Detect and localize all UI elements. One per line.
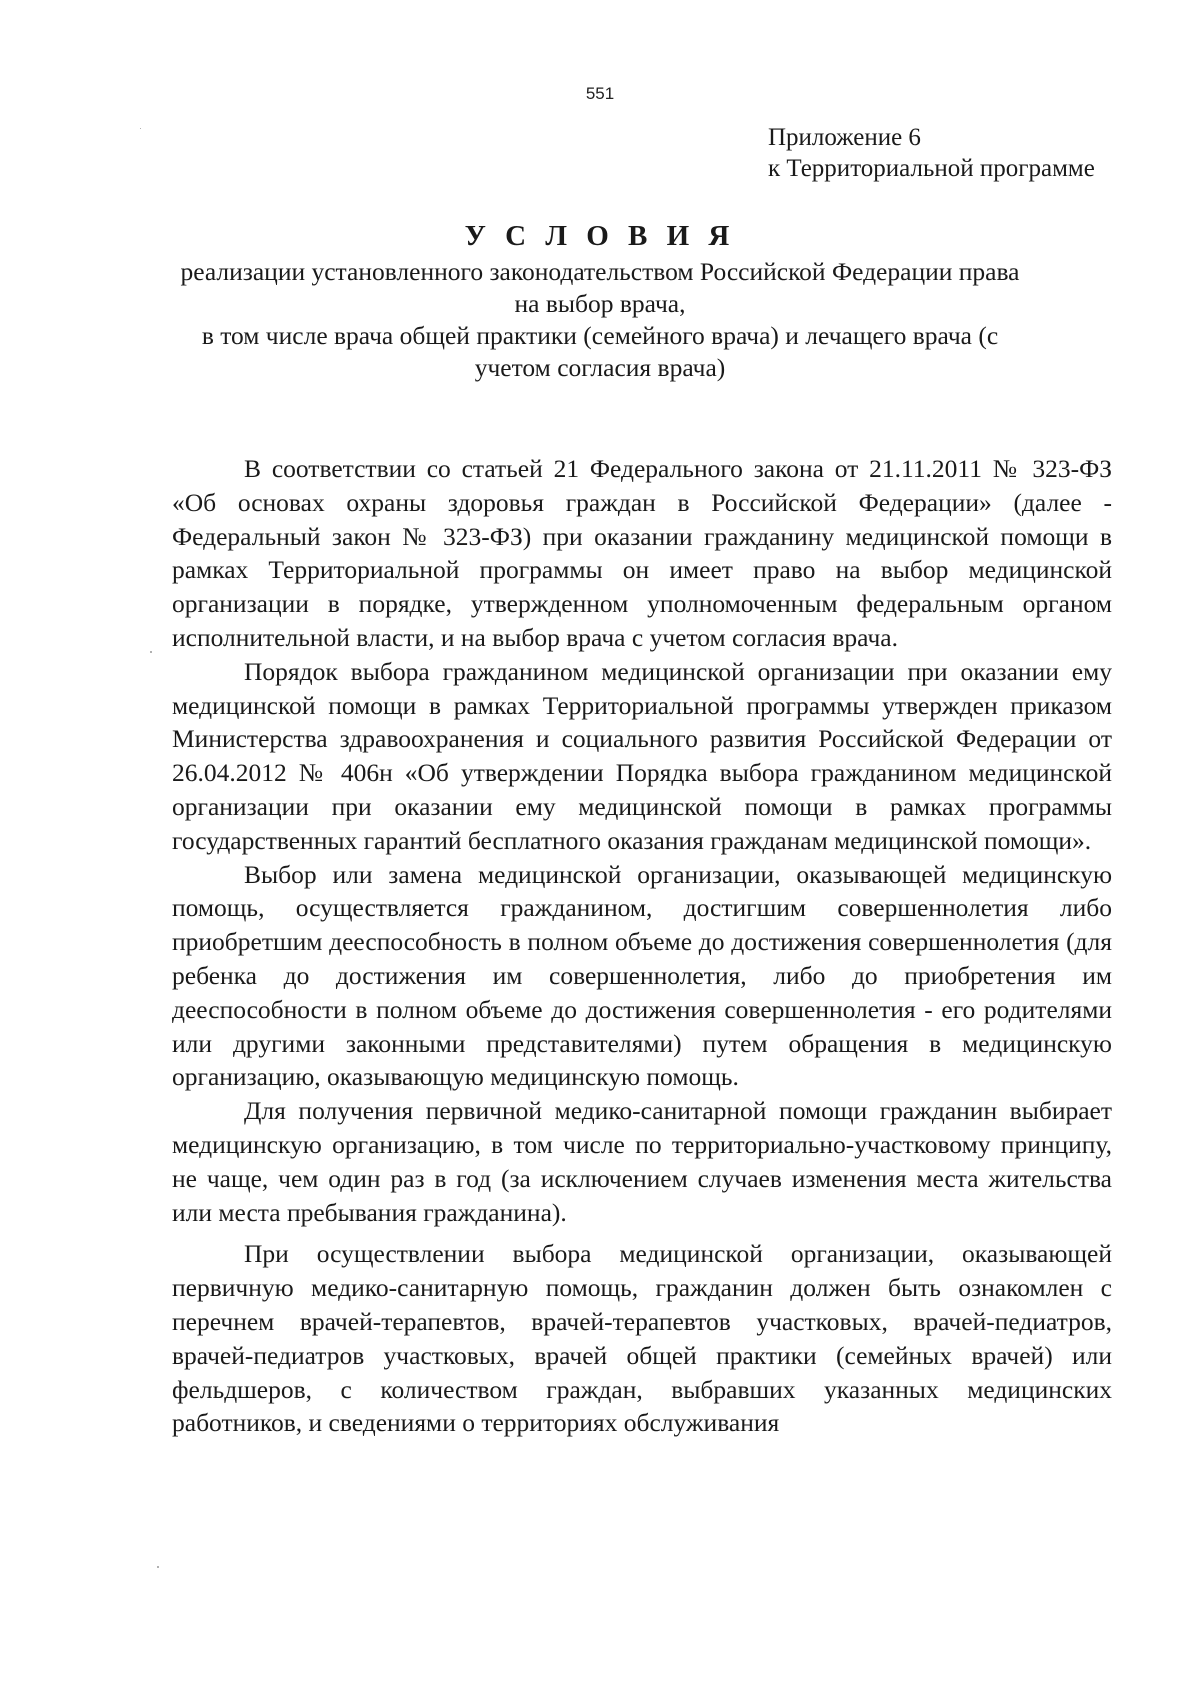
paragraph-5: При осуществлении выбора медицинской организации, оказывающей первичную медико-санитарную помощь, гражданин должен быть ознакомлен с перечнем врачей-терапевтов, врачей-терапевтов участковых, врачей-педиатров, врачей-педиатров участковых, врачей общей практики (семейных врачей) или фельдшеров, с количеством граждан, выбравших указанных медицинских работников, и сведениями о территориях обслуживания: [172, 1239, 1112, 1438]
paragraph-4: Для получения первичной медико-санитарной помощи гражданин выбирает медицинскую организацию, в том числе по территориально-участковому принципу, не чаще, чем один раз в год (за исключением случаев изменения места жительства или места пребывания гражданина).: [172, 1096, 1112, 1227]
appendix-line-2: к Территориальной программе: [768, 155, 1095, 182]
scan-speck: [150, 651, 152, 653]
document-body: [172, 452, 1112, 1440]
document-subtitle: [120, 256, 1080, 384]
subtitle-line-2: на выбор врача,: [514, 289, 686, 318]
page-number: 551: [585, 84, 615, 103]
appendix-reference: [768, 122, 1095, 184]
subtitle-line-3: в том числе врача общей практики (семейного врача) и лечащего врача (с: [201, 321, 999, 350]
paragraph-2: Порядок выбора гражданином медицинской организации при оказании ему медицинской помощи в рамках Территориальной программы утвержден приказом Министерства здравоохранения и социального развития Российской Федерации от 26.04.2012 № 406н «Об утверждении Порядка выбора гражданином медицинской организации при оказании ему медицинской помощи в рамках программы государственных гарантий бесплатного оказания гражданам медицинской помощи».: [172, 656, 1112, 855]
subtitle-line-1: реализации установленного законодательством Российской Федерации права: [180, 257, 1020, 286]
scan-speck: [140, 128, 141, 129]
paragraph-3: Выбор или замена медицинской организации, оказывающей медицинскую помощь, осуществляется гражданином, достигшим совершеннолетия либо приобретшим дееспособность в полном объеме до достижения совершеннолетия (для ребенка до достижения им совершеннолетия, либо до приобретения им дееспособности в полном объеме до достижения совершеннолетия - его родителями или другими законными представителями) путем обращения в медицинскую организацию, оказывающую медицинскую помощь.: [172, 859, 1112, 1092]
paragraph-1: В соответствии со статьей 21 Федерального закона от 21.11.2011 № 323-ФЗ «Об основах охраны здоровья граждан в Российской Федерации» (далее - Федеральный закон № 323-ФЗ) при оказании гражданину медицинской помощи в рамках Территориальной программы он имеет право на выбор медицинской организации в порядке, утвержденном уполномоченным федеральным органом исполнительной власти, и на выбор врача с учетом согласия врача.: [172, 454, 1112, 652]
document-title: У С Л О В И Я: [464, 220, 736, 252]
appendix-line-1: Приложение 6: [768, 124, 921, 151]
scan-speck: [157, 1566, 159, 1568]
subtitle-line-4: учетом согласия врача): [474, 353, 726, 382]
